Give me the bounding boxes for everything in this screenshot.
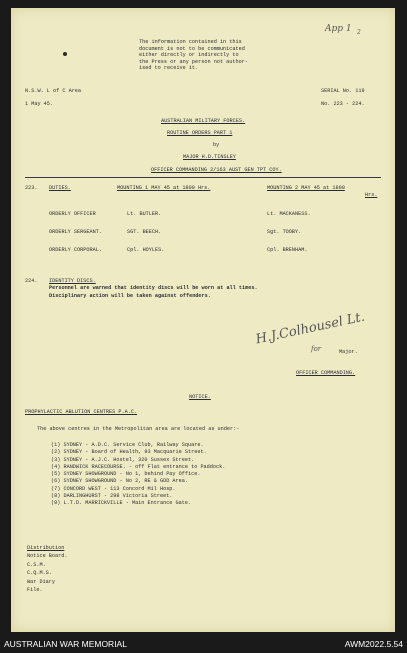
duty-row <box>49 247 102 254</box>
centres-list <box>51 442 225 508</box>
list-item: (4) RANDWICK RACECOURSE. - off Flat entrance to Paddock. <box>51 463 226 470</box>
notice-heading: NOTICE. <box>189 394 211 400</box>
signature: H.J.Colhousel Lt. <box>254 309 367 348</box>
major-name: MAJOR H.D.TINSLEY <box>183 154 236 160</box>
duties-col2-heading: MOUNTING 2 MAY 45 at 1800 <box>267 185 345 191</box>
identity-heading: IDENTITY DISCS. <box>49 278 96 284</box>
list-item: (2) SYDNEY - Board of Health, 93 Macquarie Street. <box>51 449 207 456</box>
signature-title: OFFICER COMMANDING. <box>296 370 356 376</box>
identity-text: Disciplinary action will be taken against offenders. <box>49 293 211 299</box>
signature-for: for <box>311 345 322 353</box>
area-label: N.S.W. L of C Area <box>25 88 82 94</box>
duty-role: ORDERLY SERGEANT. <box>49 229 102 235</box>
notice-intro: The above centres in the Metropolitan area are located as under:- <box>37 426 240 432</box>
force-title: AUSTRALIAN MILITARY FORCES. <box>161 118 246 124</box>
orders-title: ROUTINE ORDERS PART 1 <box>167 130 233 136</box>
list-item: (3) SYDNEY - A.J.C. Hostel, 320 Sussex Street. <box>51 456 195 463</box>
list-item: (5) SYDNEY SHOWGROUND - No 1, behind Pay Office. <box>51 471 201 478</box>
duty-first: Cpl. HOYLES. <box>127 247 165 253</box>
list-item: (7) CONCORD WEST - 113 Concord Mil Hosp. <box>51 485 176 492</box>
signature-rank: Major. <box>339 349 358 355</box>
handwritten-annotation: App 1 <box>325 24 352 34</box>
distribution-list <box>27 544 67 594</box>
list-item: (6) SYDNEY SHOWGROUND - No 2, RE & GDD Area. <box>51 478 188 485</box>
duties-number: 223. <box>25 185 38 191</box>
duty-second: Lt. MACKANESS. <box>267 211 311 217</box>
list-item: (9) L.T.D. MARRICKVILLE - Main Entrance Gate. <box>51 500 192 507</box>
punch-hole <box>63 52 67 56</box>
footer-source: AUSTRALIAN WAR MEMORIAL <box>4 639 127 649</box>
by-label: by <box>213 142 220 148</box>
officer-title: OFFICER COMMANDING 2/163 AUST GEN TPT COY. <box>151 167 282 173</box>
distribution-heading: Distribution <box>27 545 65 551</box>
duties-heading: DUTIES. <box>49 185 71 191</box>
list-item: C.Q.M.S. <box>27 570 52 577</box>
footer-bar <box>0 634 407 653</box>
duty-second: Cpl. BRENHAM. <box>267 247 308 253</box>
confidentiality-notice: The information contained in this document is not to be communicated either directly or indirectly to the Press or any person not author- ised to receive it. <box>139 39 248 72</box>
duty-second: Sgt. TOOBY. <box>267 229 302 235</box>
order-date: 1 May 45. <box>25 101 54 107</box>
divider <box>25 177 381 178</box>
list-item: (8) DARLINGHURST - 298 Victoria Street. <box>51 493 173 500</box>
document-page <box>11 8 395 632</box>
duties-col2-heading-cont: Hrs. <box>365 192 378 198</box>
order-numbers: No. 223 - 224. <box>321 101 365 107</box>
handwritten-number: 2 <box>357 29 361 36</box>
duty-role: ORDERLY OFFICER <box>49 211 96 217</box>
list-item: War Diary <box>27 578 56 585</box>
notice-subheading: PROPHYLACTIC ABLUTION CENTRES P.A.C. <box>25 409 138 415</box>
footer-accession: AWM2022.5.54 <box>344 639 403 649</box>
duty-role: ORDERLY CORPORAL. <box>49 247 102 253</box>
duty-row <box>49 229 102 236</box>
duty-row <box>49 211 96 218</box>
serial-number: SERIAL No. 119 <box>321 88 365 94</box>
list-item: C.S.M. <box>27 561 46 568</box>
list-item: File. <box>27 587 43 594</box>
duties-col1-heading: MOUNTING 1 MAY 45 at 1800 Hrs. <box>117 185 211 191</box>
duty-first: Lt. BUTLER. <box>127 211 162 217</box>
identity-text: Personnel are warned that identity discs will be worn at all times. <box>49 285 258 291</box>
identity-number: 224. <box>25 278 38 284</box>
list-item: (1) SYDNEY - A.D.C. Service Club, Railway Square. <box>51 442 204 448</box>
duty-first: SGT. BEECH. <box>127 229 162 235</box>
list-item: Notice Board. <box>27 553 68 560</box>
